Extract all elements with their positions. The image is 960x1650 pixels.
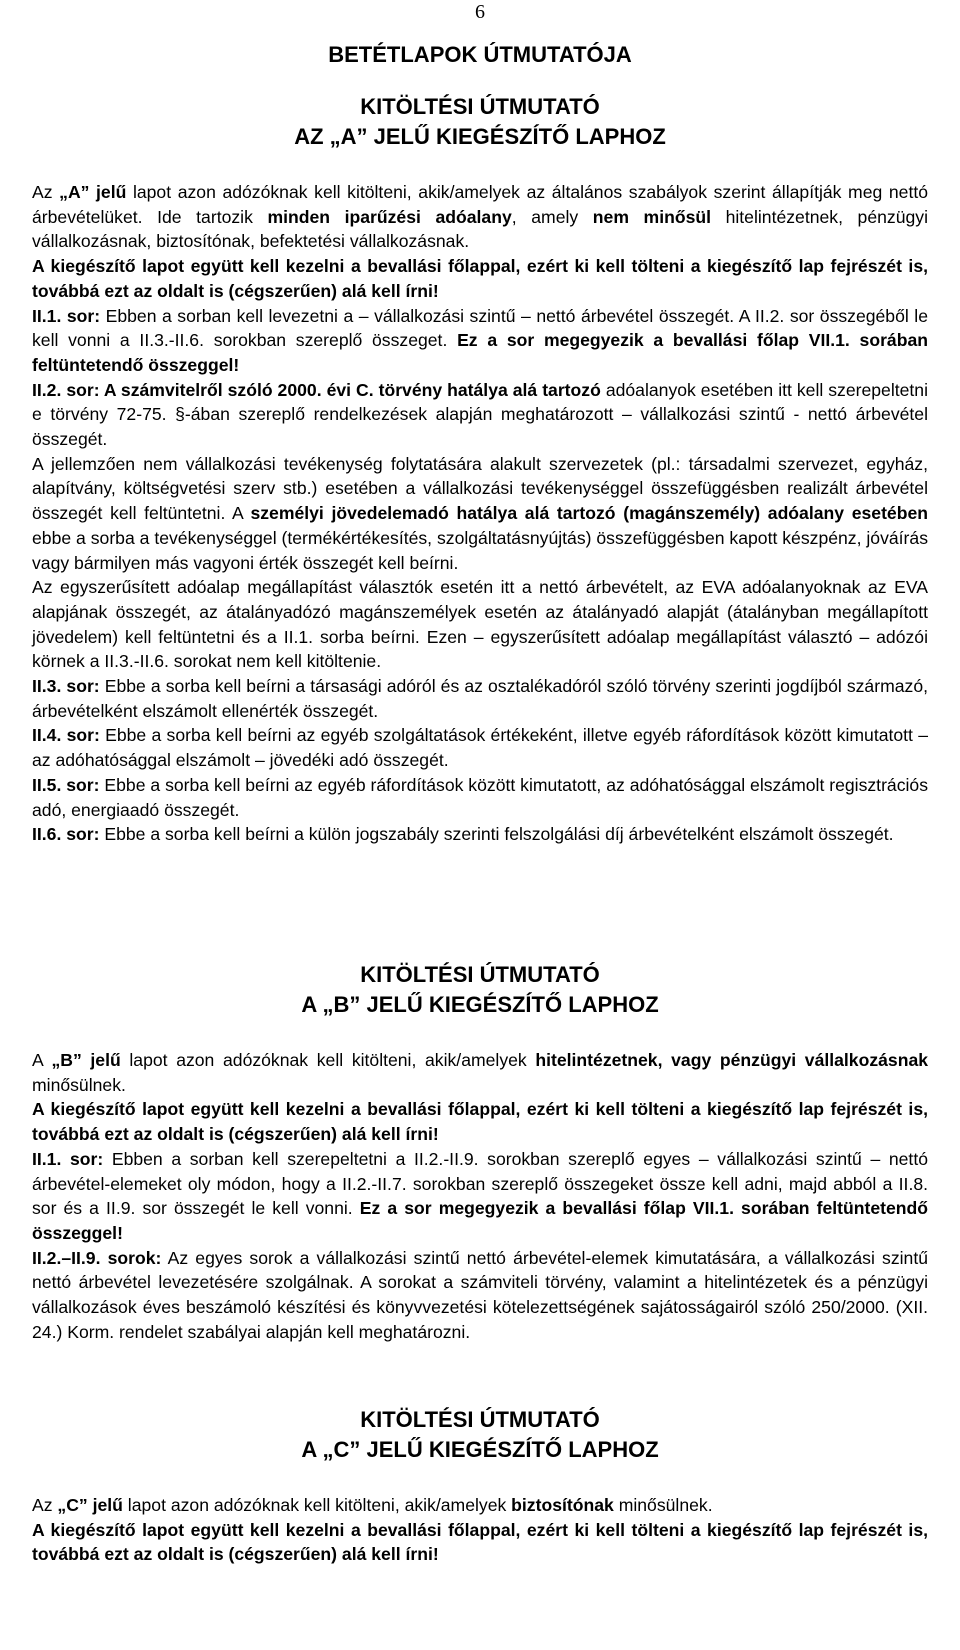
text-run: Ebbe a sorba kell beírni az egyéb szolgáltatások értékeként, illetve egyéb ráfordítások között kimutatott – az adóhatósággal elszámolt – jövedéki adó összegét. — [32, 725, 928, 771]
section-b-heading-line-2: A „B” JELŰ KIEGÉSZÍTŐ LAPHOZ — [301, 992, 659, 1017]
bold-text-run: A kiegészítő lapot együtt kell kezelni a bevallási főlappal, ezért ki kell tölteni a kiegészítő lap fejrészét is, továbbá ezt az oldalt is (cégszerűen) alá kell írni! — [32, 1519, 928, 1565]
text-run: Ebbe a sorba kell beírni az egyéb ráfordítások között kimutatott, az adóhatósággal elszámolt regisztrációs adó, energiaadó összegét. — [32, 774, 928, 820]
bold-text-run: minden iparűzési adóalany — [267, 206, 512, 227]
bold-text-run: II.4. sor: — [32, 725, 100, 746]
text-run: Ebbe a sorba kell beírni a társasági adóról és az osztalékadóról szóló törvény szerinti jogdíjból származó, árbevételként elszámolt ellenérték összegét. — [32, 676, 928, 721]
bold-text-run: „B” jelű — [51, 1050, 121, 1070]
paragraph — [32, 822, 928, 847]
bold-text-run: II.2. sor: A számvitelről szóló 2000. évi C. törvény hatálya alá tartozó — [32, 379, 601, 400]
paragraph — [32, 180, 928, 254]
section-c-body — [32, 1493, 928, 1567]
paragraph — [32, 1147, 928, 1246]
paragraph — [32, 1048, 928, 1097]
bold-text-run: II.6. sor: — [32, 824, 100, 845]
bold-text-run: II.1. sor: — [32, 305, 101, 326]
text-run: ebbe a sorba a tevékenységgel (termékértékesítés, szolgáltatásnyújtás) összefüggésben kapott készpénz, jóváírás vagy bármilyen más vagyoni érték összegét kell beírni. — [32, 527, 928, 573]
document-title: BETÉTLAPOK ÚTMUTATÓJA — [328, 42, 632, 67]
bold-text-run: II.3. sor: — [32, 676, 100, 697]
bold-text-run: „A” jelű — [59, 182, 127, 202]
section-a-body — [32, 180, 928, 847]
paragraph — [32, 773, 928, 822]
section-b-heading-line-1: KITÖLTÉSI ÚTMUTATÓ — [360, 962, 600, 987]
bold-text-run: II.2.–II.9. sorok: — [32, 1247, 162, 1268]
bold-text-run: biztosítónak — [511, 1495, 614, 1515]
text-run: Az — [32, 182, 60, 202]
section-c-heading-line-1: KITÖLTÉSI ÚTMUTATÓ — [360, 1407, 600, 1432]
text-run: Ebben a sorban kell szerepeltetni a II.2.-II.9. sorokban szereplő egyes – vállalkozási szintű – nettó árbevétel-elemeket oly módon, hogy a II.2.-II.7. sorokban szereplő összegeket össze kell adni, majd abból a II.8. sor és a II.9. sor összegét le kell vonni. — [32, 1148, 928, 1219]
text-run: hitelintézetnek, pénzügyi vállalkozásnak, biztosítónak, befektetési vállalkozásnak. — [32, 206, 928, 252]
text-run: A jellemzően nem vállalkozási tevékenység folytatására alakult szervezetek (pl.: társadalmi szervezet, egyház, alapítvány, költségvetési szerv stb.) esetében a vállalkozási tevékenységgel összefüggésben realizált árbevétel összegét kell feltüntetni. A — [32, 453, 928, 524]
bold-text-run: Ez a sor megegyezik a bevallási főlap VII.1. sorában feltüntetendő összeggel! — [32, 330, 928, 375]
text-run: lapot azon adózóknak kell kitölteni, akik/amelyek az általános szabályok szerint állapítják meg nettó árbevételüket. Ide tartozik — [32, 182, 929, 227]
text-run: Ebben a sorban kell levezetni a – vállalkozási szintű – nettó árbevétel összegét. A II.2. sor összegéből le kell vonni a II.3.-II.6. sorokban szereplő összeget. — [32, 305, 928, 351]
paragraph — [32, 378, 928, 452]
bold-text-run: A kiegészítő lapot együtt kell kezelni a bevallási főlappal, ezért ki kell tölteni a kiegészítő lap fejrészét is, továbbá ezt az oldalt is (cégszerűen) alá kell írni! — [32, 1099, 928, 1145]
text-run: minősülnek. — [613, 1495, 713, 1515]
text-run: adóalanyok esetében itt kell szerepeltetni e törvény 72-75. §-ában szereplő rendelkezések alapján meghatározott – vállalkozási szintű - nettó árbevétel összegét. — [32, 379, 928, 450]
bold-text-run: személyi jövedelemadó hatálya alá tartozó (magánszemély) adóalany esetében — [250, 503, 928, 524]
paragraph — [32, 674, 928, 723]
paragraph — [32, 723, 928, 772]
paragraph — [32, 575, 928, 674]
text-run: minősülnek. — [32, 1074, 126, 1095]
section-c-heading — [0, 1405, 960, 1465]
paragraph — [32, 452, 928, 576]
text-run: , amely — [511, 206, 593, 227]
text-run: lapot azon adózóknak kell kitölteni, akik/amelyek — [122, 1495, 512, 1515]
bold-text-run: hitelintézetnek, vagy pénzügyi vállalkozásnak — [535, 1050, 929, 1070]
text-run: Ebbe a sorba kell beírni a külön jogszabály szerinti felszolgálási díj árbevételként elszámolt összegét. — [99, 824, 894, 845]
section-a-heading — [0, 92, 960, 152]
section-c-heading-line-2: A „C” JELŰ KIEGÉSZÍTŐ LAPHOZ — [301, 1437, 659, 1462]
paragraph — [32, 1518, 928, 1567]
text-run: Az egyes sorok a vállalkozási szintű nettó árbevétel-elemek kimutatására, a vállalkozási szintű nettó árbevétel levezetésére szolgálnak. A sorokat a számviteli törvény, valamint a hitelintézetek és a pénzügyi vállalkozások éves beszámoló készítési és könyvvezetési kötelezettségének sajátosságairól szóló 250/2000. (XII. 24.) Korm. rendelet szabályai alapján kell meghatározni. — [32, 1247, 928, 1342]
paragraph — [32, 254, 928, 303]
bold-text-run: Ez a sor megegyezik a bevallási főlap VII.1. sorában feltüntetendő összeggel! — [32, 1198, 928, 1243]
section-b-heading — [0, 960, 960, 1020]
section-a-heading-line-1: KITÖLTÉSI ÚTMUTATÓ — [360, 94, 600, 119]
section-a-heading-line-2: AZ „A” JELŰ KIEGÉSZÍTŐ LAPHOZ — [294, 124, 666, 149]
paragraph — [32, 1097, 928, 1146]
paragraph — [32, 1246, 928, 1345]
bold-text-run: II.5. sor: — [32, 774, 100, 795]
bold-text-run: A kiegészítő lapot együtt kell kezelni a bevallási főlappal, ezért ki kell tölteni a kiegészítő lap fejrészét is, továbbá ezt az oldalt is (cégszerűen) alá kell írni! — [32, 256, 928, 301]
paragraph — [32, 304, 928, 378]
paragraph — [32, 1493, 928, 1518]
text-run: Az — [32, 1495, 58, 1515]
bold-text-run: nem minősül — [592, 206, 711, 227]
page-number: 6 — [475, 1, 485, 23]
text-run: lapot azon adózóknak kell kitölteni, akik/amelyek — [120, 1050, 536, 1070]
section-b-body — [32, 1048, 928, 1344]
bold-text-run: II.1. sor: — [32, 1148, 104, 1169]
text-run: Az egyszerűsített adóalap megállapítást választók esetén itt a nettó árbevételt, az EVA adóalanyoknak az EVA alapjának összegét, az átalányadózó magánszemélyek esetén az átalányadó alapját (átalányban megállapított jövedelem) kell feltüntetni és a II.1. sorba beírni. Ezen – egyszerűsített adóalap megállapítást választó – adózói körnek a II.3.-II.6. sorokat nem kell kitöltenie. — [32, 577, 928, 672]
bold-text-run: „C” jelű — [57, 1495, 123, 1515]
text-run: A — [32, 1050, 52, 1070]
